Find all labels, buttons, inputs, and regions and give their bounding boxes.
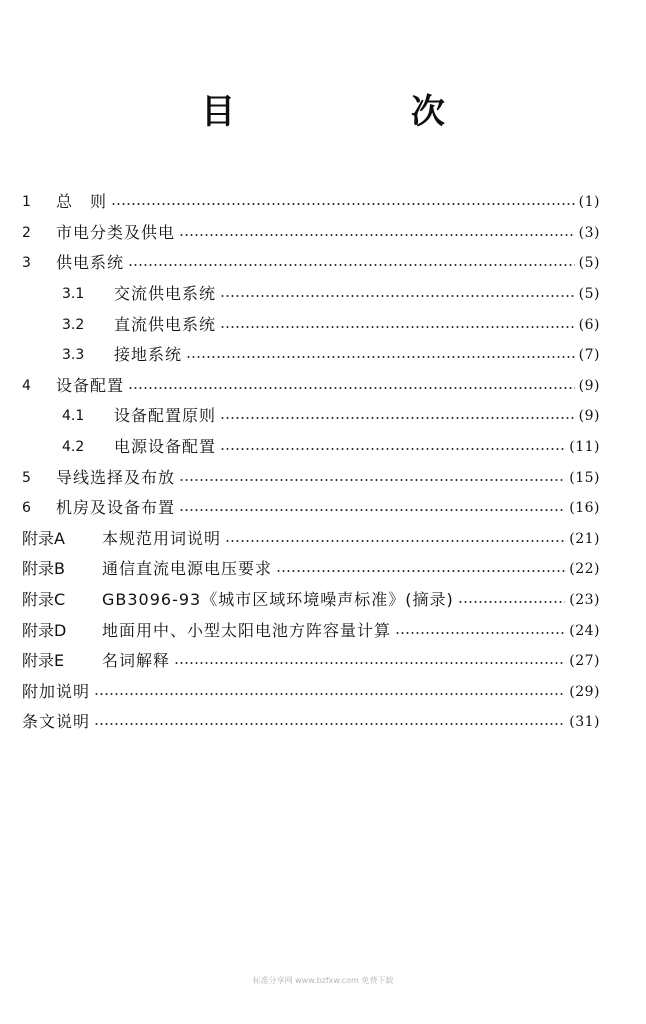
- toc-entry-2[interactable]: [22, 218, 600, 249]
- toc-page: (24): [569, 622, 600, 639]
- dot-leader: [395, 631, 565, 635]
- toc-title: 本规范用词说明: [102, 528, 222, 548]
- dot-leader: [94, 722, 565, 726]
- toc-number: 附录E: [22, 651, 65, 671]
- toc-entry-additional-notes[interactable]: [22, 677, 600, 708]
- toc-title: 供电系统: [56, 253, 125, 273]
- toc-page: (9): [578, 377, 600, 394]
- dot-leader: [225, 539, 565, 543]
- toc-page: (29): [569, 683, 600, 700]
- toc-page: (5): [578, 255, 600, 272]
- toc-number: 附录C: [22, 590, 66, 610]
- toc-page: (16): [569, 500, 600, 517]
- toc-title: GB3096-93《城市区域环境噪声标准》(摘录): [102, 590, 454, 610]
- dot-leader: [220, 325, 575, 329]
- toc-page: (23): [569, 592, 600, 609]
- toc-number: 3.3: [62, 347, 85, 364]
- dot-leader: [276, 569, 565, 573]
- toc-number: 4.2: [62, 439, 85, 456]
- toc-number: 2: [22, 224, 31, 241]
- toc-entry-6[interactable]: [22, 493, 600, 524]
- dot-leader: [111, 202, 575, 206]
- toc-page: (22): [569, 561, 600, 578]
- toc-number: 3: [22, 255, 31, 272]
- toc-page: (27): [569, 653, 600, 670]
- dot-leader: [174, 661, 565, 665]
- dot-leader: [128, 386, 575, 390]
- toc-title: 交流供电系统: [114, 284, 217, 304]
- toc-page: (3): [578, 224, 600, 241]
- toc-page: (5): [578, 286, 600, 303]
- toc-number: 附录A: [22, 528, 65, 548]
- toc-number: 4.1: [62, 408, 85, 425]
- toc-page: (6): [578, 316, 600, 333]
- toc-entry-3[interactable]: [22, 248, 600, 279]
- dot-leader: [220, 447, 565, 451]
- toc-page: (9): [578, 408, 600, 425]
- toc-title: 地面用中、小型太阳电池方阵容量计算: [102, 620, 392, 640]
- toc-title: 设备配置: [56, 375, 125, 395]
- dot-leader: [128, 263, 575, 267]
- toc-entry-4-2[interactable]: [22, 432, 600, 463]
- toc-entry-appendix-b[interactable]: [22, 554, 600, 585]
- toc-page: (1): [578, 194, 600, 211]
- toc-number: 1: [22, 194, 31, 211]
- toc-entry-3-1[interactable]: [22, 279, 600, 310]
- toc-title: 通信直流电源电压要求: [102, 559, 273, 579]
- toc-title: 名词解释: [102, 651, 171, 671]
- toc-title: 总 则: [56, 192, 108, 212]
- toc-title: 直流供电系统: [114, 314, 217, 334]
- footer-watermark: 标准分享网 www.bzfxw.com 免费下载: [252, 976, 394, 985]
- dot-leader: [186, 355, 575, 359]
- table-of-contents: [22, 187, 600, 738]
- toc-title: 条文说明: [22, 712, 91, 732]
- toc-entry-appendix-d[interactable]: [22, 615, 600, 646]
- dot-leader: [220, 416, 575, 420]
- toc-number: 6: [22, 500, 31, 517]
- toc-title: 电源设备配置: [114, 437, 217, 457]
- dot-leader: [179, 508, 565, 512]
- toc-number: 4: [22, 377, 31, 394]
- dot-leader: [220, 294, 575, 298]
- toc-title: 附加说明: [22, 681, 91, 701]
- toc-entry-appendix-a[interactable]: [22, 524, 600, 555]
- toc-entry-clause-notes[interactable]: [22, 707, 600, 738]
- toc-entry-appendix-c[interactable]: [22, 585, 600, 616]
- toc-entry-appendix-e[interactable]: [22, 646, 600, 677]
- toc-entry-4-1[interactable]: [22, 401, 600, 432]
- toc-entry-1[interactable]: [22, 187, 600, 218]
- toc-entry-3-2[interactable]: [22, 309, 600, 340]
- toc-entry-4[interactable]: [22, 371, 600, 402]
- toc-number: 3.2: [62, 316, 85, 333]
- toc-number: 附录D: [22, 620, 67, 640]
- toc-number: 3.1: [62, 286, 85, 303]
- toc-number: 附录B: [22, 559, 65, 579]
- toc-title: 机房及设备布置: [56, 498, 176, 518]
- page-title: 目 次: [201, 92, 527, 132]
- toc-page: (11): [569, 439, 600, 456]
- dot-leader: [94, 692, 565, 696]
- toc-title: 接地系统: [114, 345, 183, 365]
- toc-title: 设备配置原则: [114, 406, 217, 426]
- toc-title: 市电分类及供电: [56, 222, 176, 242]
- toc-entry-3-3[interactable]: [22, 340, 600, 371]
- dot-leader: [458, 600, 566, 604]
- dot-leader: [179, 233, 575, 237]
- toc-entry-5[interactable]: [22, 462, 600, 493]
- toc-page: (31): [569, 714, 600, 731]
- toc-page: (21): [569, 530, 600, 547]
- toc-title: 导线选择及布放: [56, 467, 176, 487]
- toc-page: (7): [578, 347, 600, 364]
- dot-leader: [179, 478, 565, 482]
- toc-number: 5: [22, 469, 31, 486]
- toc-page: (15): [569, 469, 600, 486]
